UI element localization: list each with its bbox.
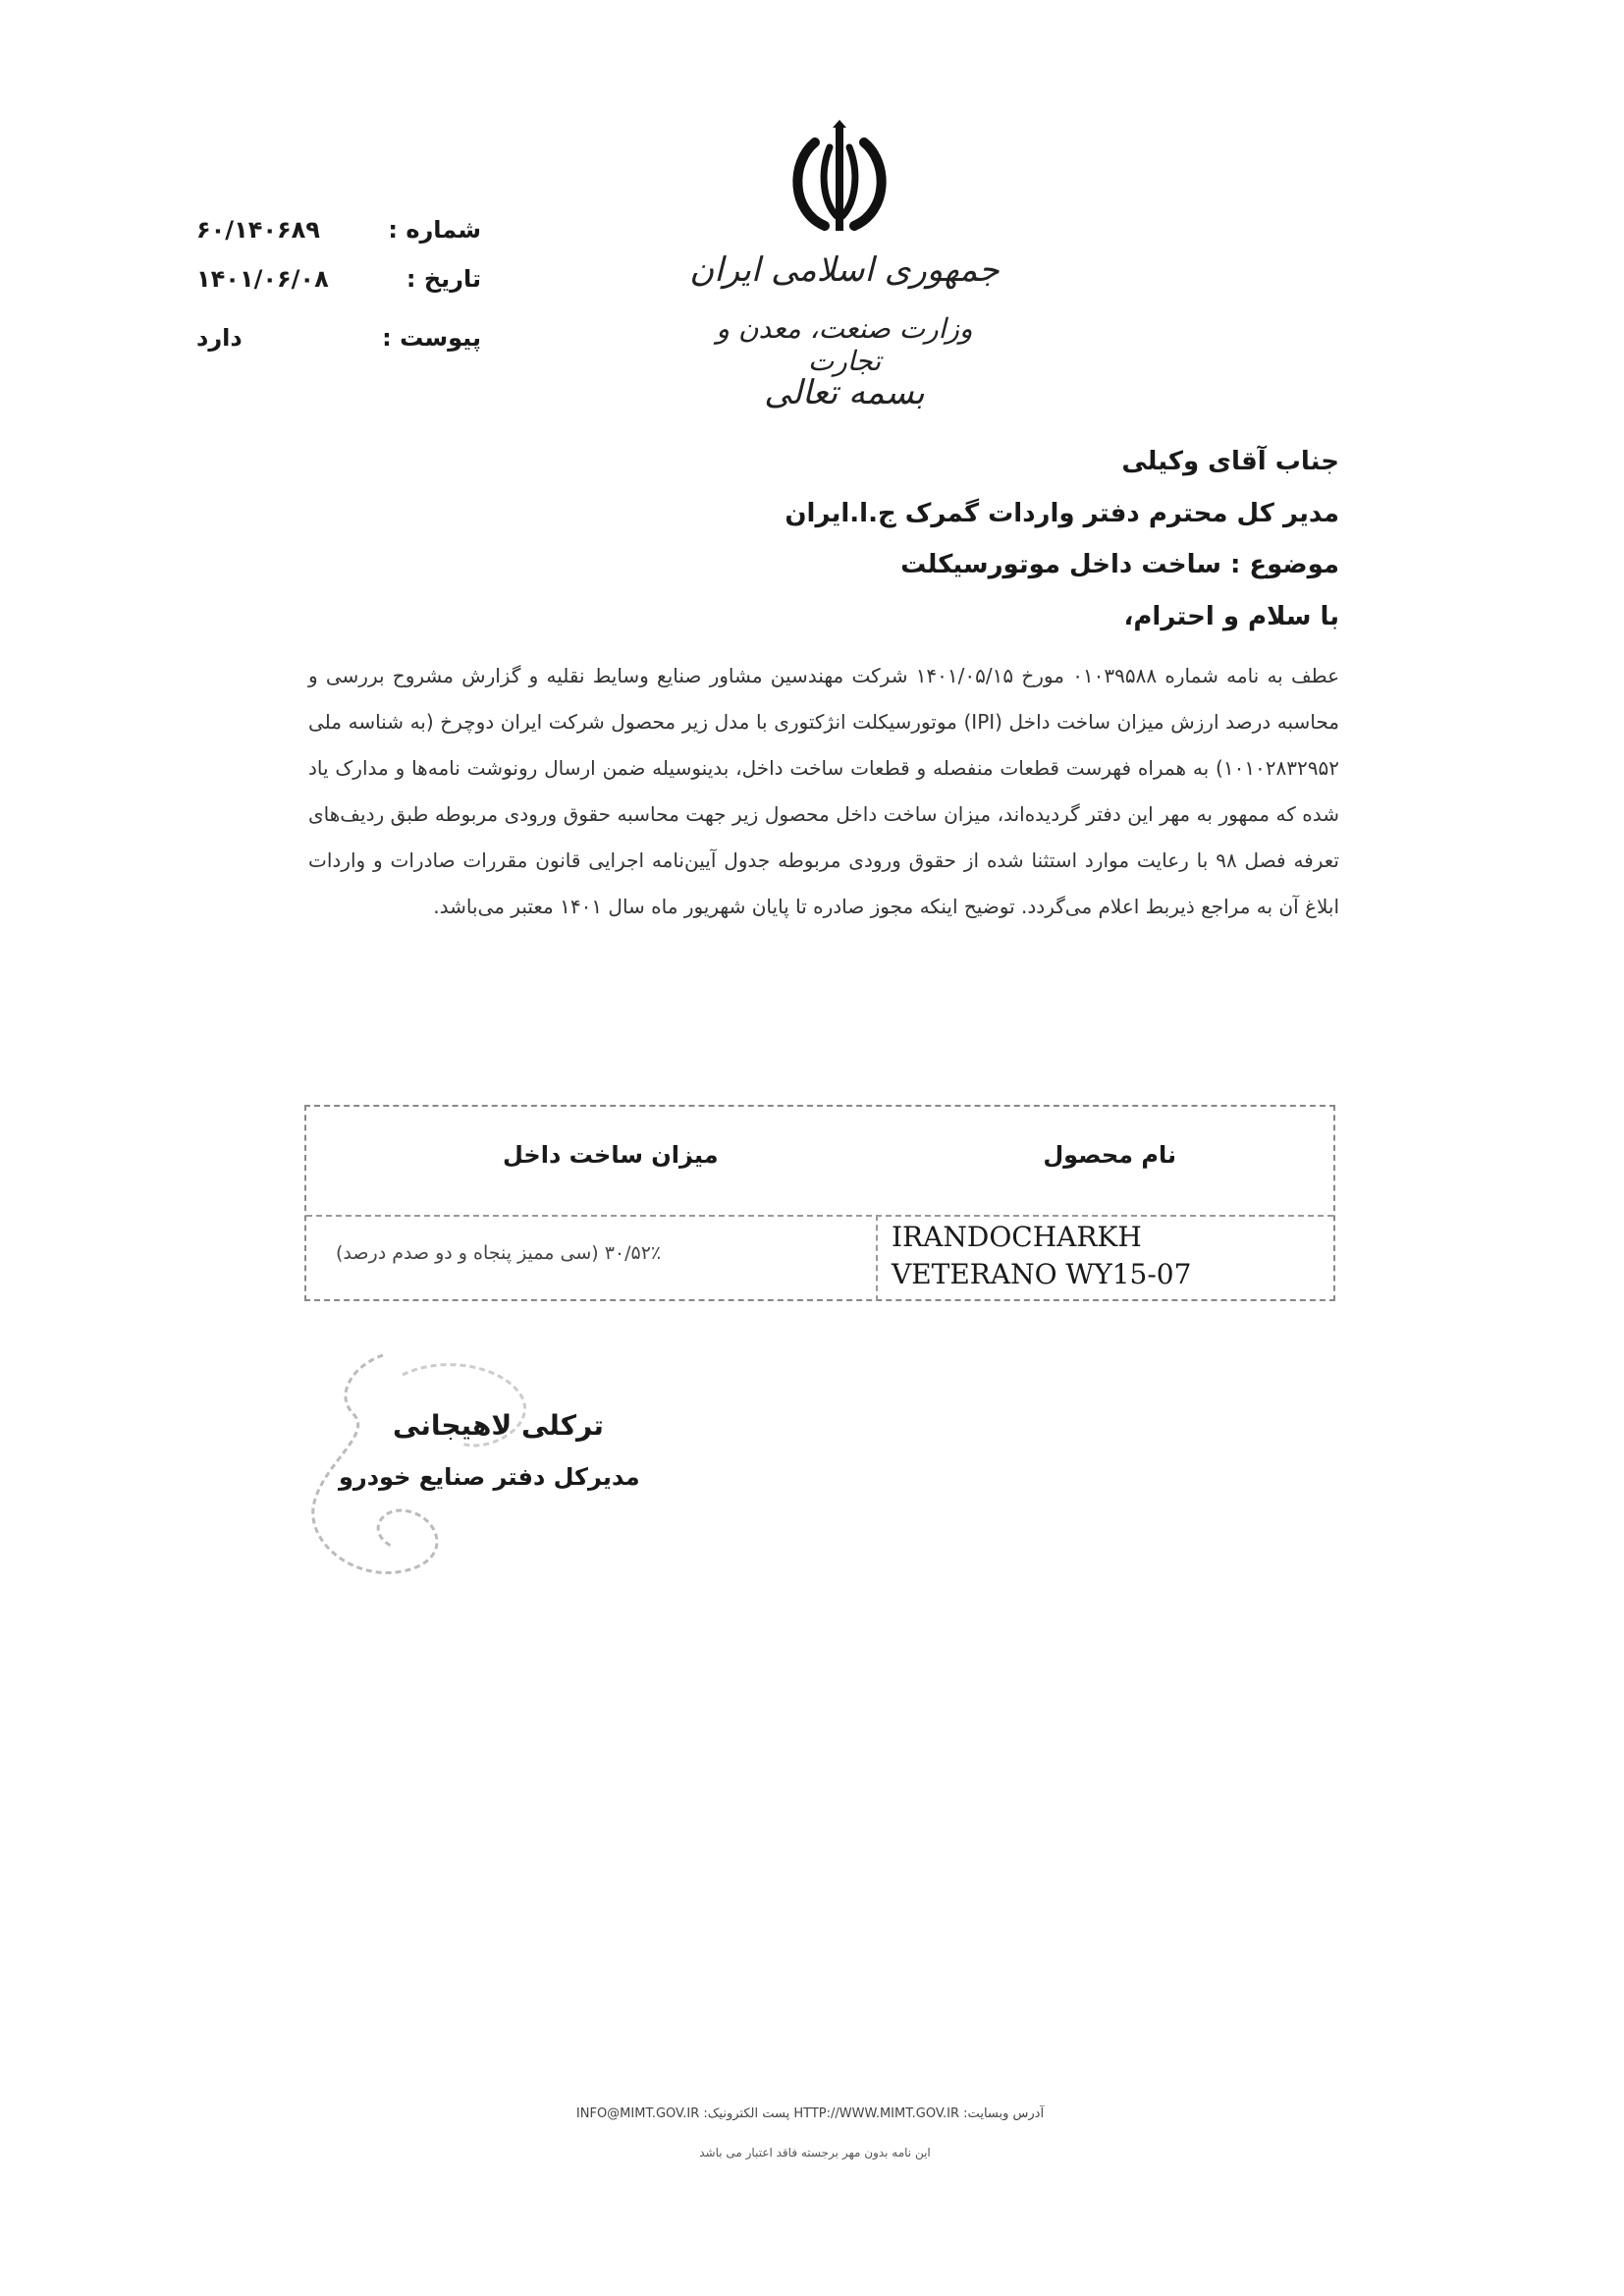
table-header-product: نام محصول [1043,1141,1176,1169]
signatory-name: ترکلی لاهیجانی [393,1409,604,1442]
attachment-value: دارد [196,324,243,352]
greeting: با سلام و احترام، [1123,602,1339,631]
ministry-name: وزارت صنعت، معدن و تجارت [716,312,973,377]
letter-date [196,265,481,293]
invocation-text: بسمه تعالی [764,373,925,412]
date-value: ۱۴۰۱/۰۶/۰۸ [196,265,329,293]
table-header-row [306,1107,1333,1217]
column-divider [876,1215,878,1301]
addressee: جناب آقای وکیلی [1121,447,1339,476]
state-name: جمهوری اسلامی ایران [689,250,1000,290]
recipient: مدیر کل محترم دفتر واردات گمرک ج.ا.ایران [785,499,1339,528]
subject-line: موضوع : ساخت داخل موتورسیکلت [900,550,1339,579]
letter-number [196,216,481,244]
letter-attachment [196,324,481,352]
attachment-label: پیوست : [382,324,481,352]
product-table [304,1105,1335,1301]
cell-product-name: IRANDOCHARKH VETERANO WY15-07 [892,1221,1192,1290]
number-value: ۶۰/۱۴۰۶۸۹ [196,216,320,244]
table-row [306,1215,1333,1301]
letter-body: عطف به نامه شماره ۰۱۰۳۹۵۸۸ مورخ ۱۴۰۱/۰۵/۱۵ شرکت مهندسین مشاور صنایع وسایط نقلیه و گزارش مشروح بررسی و محاسبه درصد ارزش میزان ساخت داخل (IPI) موتورسیکلت انژکتوری با مدل زیر محصول شرکت ایران دوچرخ (به شناسه ملی ۱۰۱۰۲۸۳۲۹۵۲) به همراه فهرست قطعات منفصله و قطعات ساخت داخل، بدینوسیله ضمن ارسال رونوشت نامه‌ها و مدارک یاد شده که ممهور به مهر این دفتر گردیده‌اند، میزان ساخت داخل محصول زیر جهت محاسبه حقوق ورودی مربوطه طبق ردیف‌های تعرفه فصل ۹۸ با رعایت موارد استثنا شده از حقوق ورودی مربوطه جدول آیین‌نامه اجرایی قانون مقررات صادرات و واردات ابلاغ آن به مراجع ذیربط اعلام می‌گردد. توضیح اینکه مجوز صادره تا پایان شهریور ماه سال ۱۴۰۱ معتبر می‌باشد. [308,664,1340,918]
cell-local-content-value: ۳۰/۵۲٪ (سی ممیز پنجاه و دو صدم درصد) [336,1242,662,1264]
date-label: تاریخ : [406,265,481,293]
national-emblem-icon [776,118,903,246]
footer-contact: آدرس وبسایت: HTTP://WWW.MIMT.GOV.IR پست الکترونیک: INFO@MIMT.GOV.IR [575,2106,1045,2121]
signatory-title: مدیرکل دفتر صنایع خودرو [339,1463,640,1491]
number-label: شماره : [388,216,481,244]
table-header-value: میزان ساخت داخل [503,1141,719,1169]
footer-note: این نامه بدون مهر برجسته فاقد اعتبار می باشد [699,2146,931,2159]
